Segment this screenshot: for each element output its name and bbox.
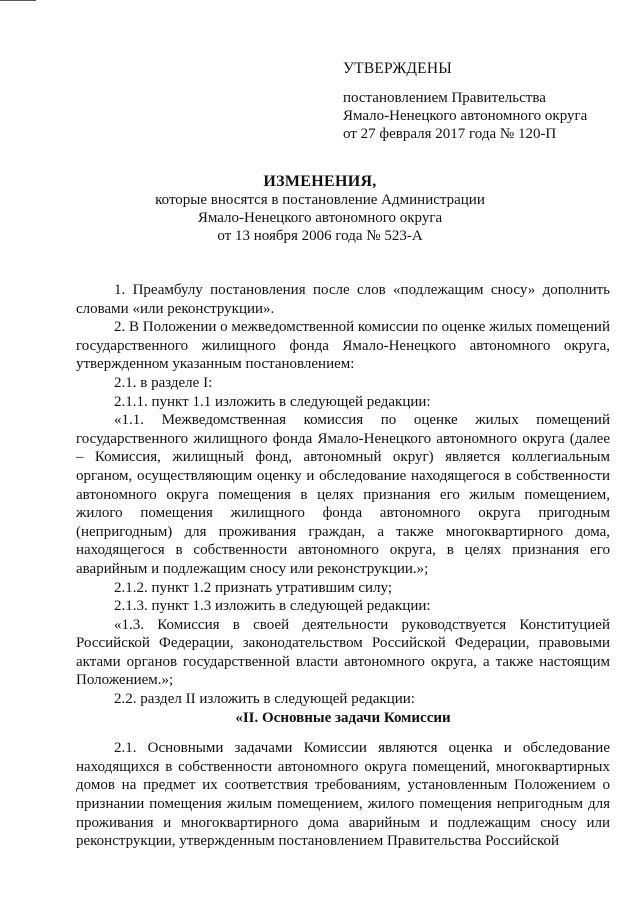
approval-line: от 27 февраля 2017 года № 120-П — [343, 126, 557, 142]
title-line: которые вносятся в постановление Администрации — [155, 192, 485, 208]
approval-details — [343, 89, 623, 143]
paragraph: 2.1. в разделе I: — [114, 374, 213, 391]
paragraph: 2.1.3. пункт 1.3 изложить в следующей редакции: — [114, 598, 431, 615]
paragraph: 2.2. раздел II изложить в следующей редакции: — [114, 691, 415, 708]
section-heading: «II. Основные задачи Комиссии — [235, 709, 451, 726]
title-line: от 13 ноября 2006 года № 523-А — [217, 228, 423, 244]
document-body — [76, 281, 610, 851]
paragraph: «1.3. Комиссия в своей деятельности руководствуется Конституцией Российской Федерации, законодательством Российской Федерации, правовыми актами органов государственной власти автономного округа, а также настоящим Положением.»; — [76, 616, 610, 689]
title-heading: ИЗМЕНЕНИЯ, — [263, 173, 377, 190]
paragraph: 1. Преамбулу постановления после слов «подлежащим сносу» дополнить словами «или реконструкции». — [76, 282, 610, 317]
paragraph: 2.1.2. пункт 1.2 признать утратившим силу; — [114, 579, 393, 596]
paragraph: 2.1.1. пункт 1.1 изложить в следующей редакции: — [114, 393, 431, 410]
approval-block — [343, 60, 623, 143]
paragraph: 2.1. Основными задачами Комиссии являются оценка и обследование находящихся в собственности автономного округа помещений, многоквартирных домов на предмет их соответствия требованиям, установленным Положением о признании помещения жилым помещением, жилого помещения непригодным для проживания и многоквартирного дома аварийным и подлежащим сносу или реконструкции, утвержденным постановлением Правительства Российской — [76, 740, 610, 850]
paragraph: 2. В Положении о межведомственной комиссии по оценке жилых помещений государственного жилищного фонда Ямало-Ненецкого автономного округа, утвержденном указанным постановлением: — [76, 319, 610, 373]
title-line: Ямало-Ненецкого автономного округа — [197, 210, 443, 226]
scan-corner-mark — [0, 0, 36, 1]
paragraph: «1.1. Межведомственная комиссия по оценке жилых помещений государственного жилищного фонда Ямало-Ненецкого автономного округа (далее – Комиссия, жилищный фонд, автономный округ) является коллегиальным органом, осуществляющим оценку и обследование находящегося в собственности автономного округа помещения в целях признания его жилым помещением, жилого помещения жилищного фонда автономного округа пригодным (непригодным) для проживания граждан, а также многоквартирного дома, находящегося в собственности автономного округа, в целях признания его аварийным и подлежащим сносу или реконструкции.»; — [76, 412, 610, 577]
approval-heading: УТВЕРЖДЕНЫ — [343, 60, 452, 77]
document-title — [70, 173, 570, 245]
approval-line: Ямало-Ненецкого автономного округа — [343, 108, 588, 124]
approval-line: постановлением Правительства — [343, 90, 546, 106]
